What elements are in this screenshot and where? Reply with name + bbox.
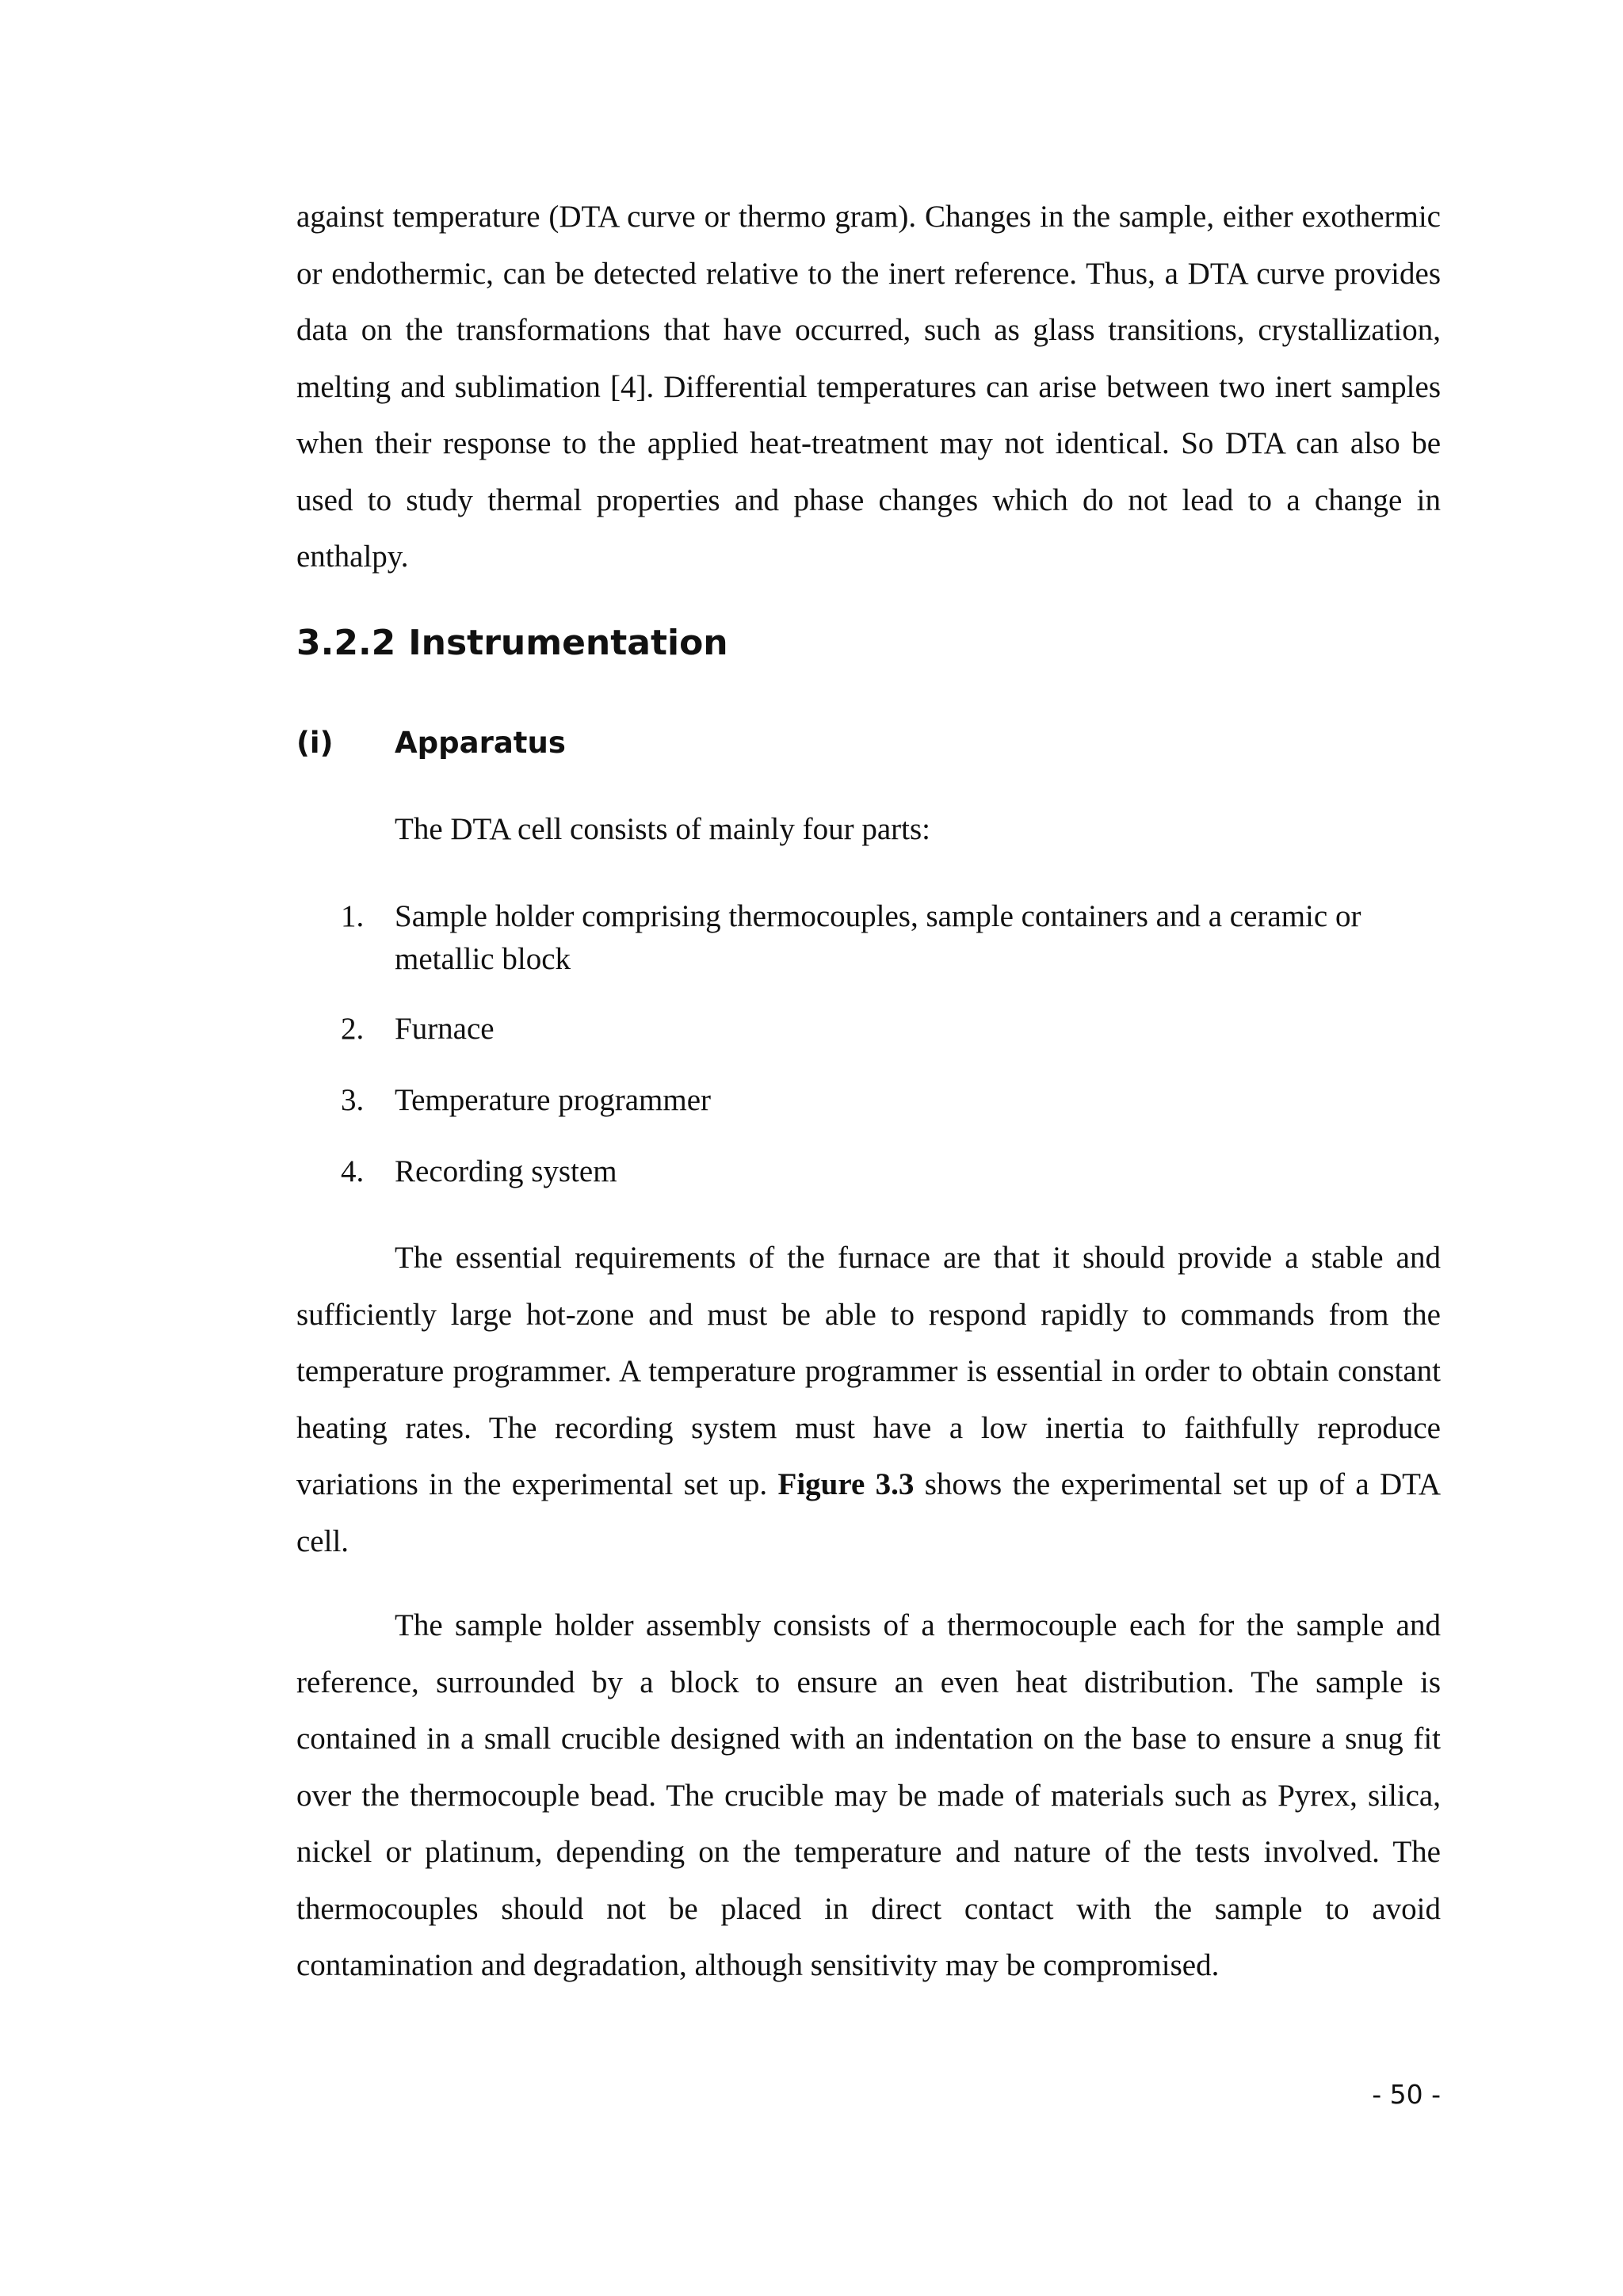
section-title: Instrumentation (408, 623, 728, 663)
list-item-text: Furnace (395, 1012, 495, 1046)
list-item-text: Recording system (395, 1154, 617, 1188)
figure-reference: Figure 3.3 (777, 1467, 915, 1501)
page-number: - 50 - (1372, 2079, 1441, 2110)
list-marker: 4. (341, 1154, 365, 1188)
list-marker: 3. (341, 1083, 365, 1117)
list-item-text: Sample holder comprising thermocouples, sample containers and a ceramic or metallic block (395, 899, 1361, 976)
list-item (341, 1150, 1441, 1193)
list-item (341, 1008, 1441, 1051)
apparatus-intro: The DTA cell consists of mainly four parts: (395, 812, 930, 846)
sample-holder-paragraph: The sample holder assembly consists of a thermocouple each for the sample and reference, surrounded by a block to ensure an even heat distribution. The sample is contained in a small crucible designed with an indentation on the base to ensure a snug fit over the thermocouple bead. The crucible may be made of materials such as Pyrex, silica, nickel or platinum, depending on the temperature and nature of the tests involved. The thermocouples should not be placed in direct contact with the sample to avoid contamination and degradation, although sensitivity may be compromised. (296, 1608, 1441, 1982)
subsection-number: (i) (296, 726, 334, 760)
list-item (341, 895, 1441, 981)
subsection-heading (296, 726, 566, 760)
furnace-paragraph (296, 1230, 1441, 1569)
parts-list (341, 895, 1441, 1193)
list-item (341, 1079, 1441, 1122)
list-item-text: Temperature programmer (395, 1083, 711, 1117)
furnace-text-end: shows the experimental set up of a DTA cell. (296, 1467, 1442, 1558)
list-marker: 1. (341, 899, 365, 933)
section-number: 3.2.2 (296, 623, 396, 663)
furnace-text: The essential requirements of the furnace are that it should provide a stable and sufficiently large hot-zone and must be able to respond rapidly to commands from the temperature programmer. A temperature programmer is essential in order to obtain constant heating rates. The recording system must have a low inertia to faithfully reproduce variations in the experimental set up. (296, 1241, 1441, 1501)
list-marker: 2. (341, 1012, 365, 1046)
subsection-title: Apparatus (395, 726, 566, 760)
section-heading (296, 623, 728, 663)
intro-paragraph: against temperature (DTA curve or thermo gram). Changes in the sample, either exothermic or endothermic, can be detected relative to the inert reference. Thus, a DTA curve provides data on the transformations that have occurred, such as glass transitions, crystallization, melting and sublimation [4]. Differential temperatures can arise between two inert samples when their response to the applied heat-treatment may not identical. So DTA can also be used to study thermal properties and phase changes which do not lead to a change in enthalpy. (296, 200, 1441, 574)
